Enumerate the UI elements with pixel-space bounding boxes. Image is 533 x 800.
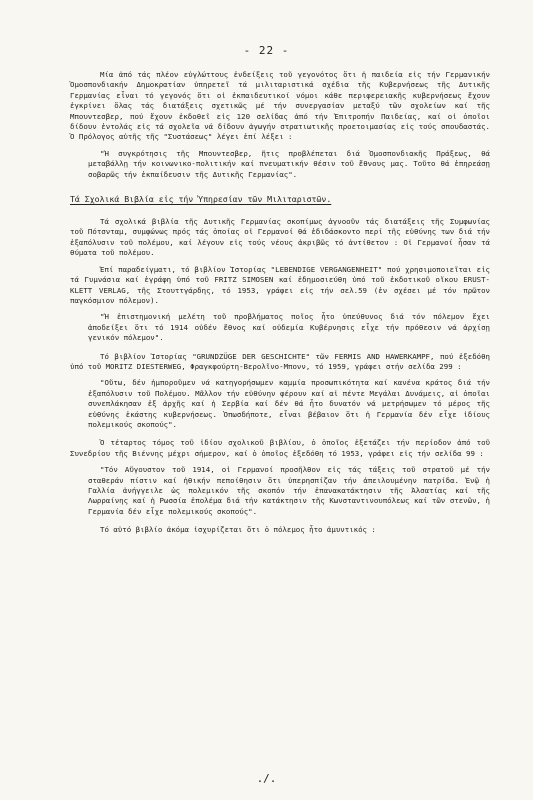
paragraph: Τό βιβλίον Ἱστορίας "GRUNDZÜGE DER GESCHICHTE" τῶν FERMIS AND HAWERKAMPF, πού ἐξεδόθη ὑπό τοῦ MORITZ DIESTERWEG, Φραγκφούρτη-Βερολῖνο-Μπονν, τό 1959, γράφει στήν σελίδα 299 : bbox=[70, 351, 490, 371]
paragraph: Ἐπί παραδείγματι, τό βιβλίον Ἱστορίας "LEBENDIGE VERGANGENHEIT" πού χρησιμοποιεῖται εἰς τά Γυμνάσια καί ἐγράφη ὑπό τοῦ FRITZ SIMOSEN καί ἐδημοσιεύθη ὑπό τοῦ ἐκδοτικοῦ οἴκου ERUST-KLETT VERLAG, τῆς Στουττγάρδης, τό 1953, γράφει εἰς τήν σελ.59 (ἐν σχέσει μέ τόν πρῶτον παγκόσμιον πόλεμον). bbox=[70, 264, 490, 305]
quotation: "Τόν Αὔγουστον τοῦ 1914, οἱ Γερμανοί προσῆλθον εἰς τάς τάξεις τοῦ στρατοῦ μέ τήν σταθεράν πίστιν καί ἠθικήν πεποίθησιν ὅτι ὑπερησπίζαν τήν ἀπειλουμένην πατρίδα. Ἐνῷ ἡ Γαλλία ἀνήγγειλε ὡς πολεμικόν τῆς σκοπόν τήν ἐπανακατάκτησιν τῆς Ἀλσατίας καί τῆς Λωρραίνης καί ἡ Ρωσσία ἐπολέμα διά τήν κατάκτησιν τῆς Κωνσταντινουπόλεως καί τῶν στενῶν, ἡ Γερμανία δέν εἶχε πολεμικούς σκοπούς". bbox=[88, 465, 490, 516]
paragraph: Τά σχολικά βιβλία τῆς Δυτικῆς Γερμανίας σκοπίμως ἀγνοοῦν τάς διατάξεις τῆς Συμφωνίας τοῦ Πότσνταμ, συμφώνως πρός τάς ὁποίας οἱ Γερμανοί θά ἐδιδάσκοντο περί τῆς εὐθύνης των διά τήν ἐξαπόλυσιν τοῦ πολέμου, καί λέγουν εἰς τούς νέους ἀκριβῶς τό ἀντίθετον : Οἱ Γερμανοί ἦσαν τά θύματα τοῦ πολέμου. bbox=[70, 217, 490, 258]
quotation: "Ἡ ἐπιστημονική μελέτη τοῦ προβλήματος ποῖος ἦτο ὑπεύθυνος διά τόν πόλεμον ἔχει ἀποδείξει ὅτι τό 1914 οὐδέν ἔθνος καί οὐδεμία Κυβέρνησις εἶχε τήν πρόθεσιν νά ἀρχίσῃ γενικόν πόλεμον". bbox=[88, 312, 490, 343]
section-heading: Τά Σχολικά Βιβλία εἰς τήν Ὑπηρεσίαν τῶν Μιλιταριστῶν. bbox=[70, 194, 332, 205]
quotation: "Οὔτω, δέν ἠμποροῦμεν νά κατηγορήσωμεν καμμία προσωπικότητα καί κανένα κράτος διά τήν ἐξαπόλυσιν τοῦ Πολέμου. Μᾶλλον τήν εὐθύνην φέρουν καί αἱ πέντε Μεγάλαι Δυνάμεις, αἱ ὁποῖαι συνεπλάκησαν ἐξ ἀρχῆς καί ἡ Σερβία καί δέν θά ἦτο δυνατόν νά μετρήσωμεν τό μέρος τῆς εὐθύνης ἑκάστης κυβερνήσεως. Ὁπωσδήποτε, εἶναι βέβαιον ὅτι ἡ Γερμανία δέν εἶχε ἰδίους πολεμικούς σκοπούς". bbox=[88, 378, 490, 429]
paragraph: Μία ἀπό τάς πλέον εὐγλώττους ἐνδείξεις τοῦ γεγονότος ὅτι ἡ παιδεία εἰς τήν Γερμανικήν Ὁμοσπονδιακήν Δημοκρατίαν ὑπηρετεῖ τά μιλιταριστικά σχέδια τῆς Κυβερνήσεως τῆς Δυτικῆς Γερμανίας εἶναι τό γεγονός ὅτι οἱ ἐκπαιδευτικοί νόμοι κάθε περιφερειακῆς κυβερνήσεως ἔχουν ἐγκρίνει ὅλας τάς διατάξεις σχετικῶς μέ τήν συνεργασίαν μεταξύ τῶν σχολείων καί τῆς Μπουντεσβερ, πού ἔχουν ἐκδοθεῖ εἰς 120 σελίδας ἀπό τήν Ἐπιτροπήν Παιδείας, καί οἱ ὁποῖοι δίδουν ἐντολάς εἰς τά σχολεῖα νά δίδουν ἀγωγήν στρατιωτικῆς προετοιμασίας εἰς τούς σπουδαστάς. Ὁ Πρόλογος αὐτῆς τῆς "Συστάσεως" λέγει ἐπί λέξει : bbox=[70, 70, 490, 142]
paragraph: Τό αὐτό βιβλίο ἀκόμα ἰσχυρίζεται ὅτι ὁ πόλεμος ἦτο ἀμυντικός : bbox=[100, 525, 376, 535]
paragraph: Ὁ τέταρτος τόμος τοῦ ἰδίου σχολικοῦ βιβλίου, ὁ ὁποῖος ἐξετάζει τήν περίοδον ἀπό τοῦ Συνεδρίου τῆς Βιέννης μέχρι σήμερον, καί ὁ ὁποῖος ἐξεδόθη τό 1953, γράφει εἰς τήν σελίδα 99 : bbox=[70, 438, 490, 458]
continuation-mark: ./. bbox=[256, 772, 277, 785]
page-number: - 22 - bbox=[243, 44, 290, 57]
document-body bbox=[70, 70, 490, 542]
quotation: "Ἡ συγκρότησις τῆς Μπουντεσβερ, ἥτις προβλέπεται διά Ὁμοσπονδιακῆς Πράξεως, θά μεταβάλλῃ τήν κοινωνικο-πολιτικήν καί πνευματικήν θέσιν τοῦ ἔθνους μας. Τοῦτο θά ἐπηρεάσῃ σοβαρῶς τήν ἐκπαίδευσιν τῆς Δυτικῆς Γερμανίας". bbox=[88, 148, 490, 179]
